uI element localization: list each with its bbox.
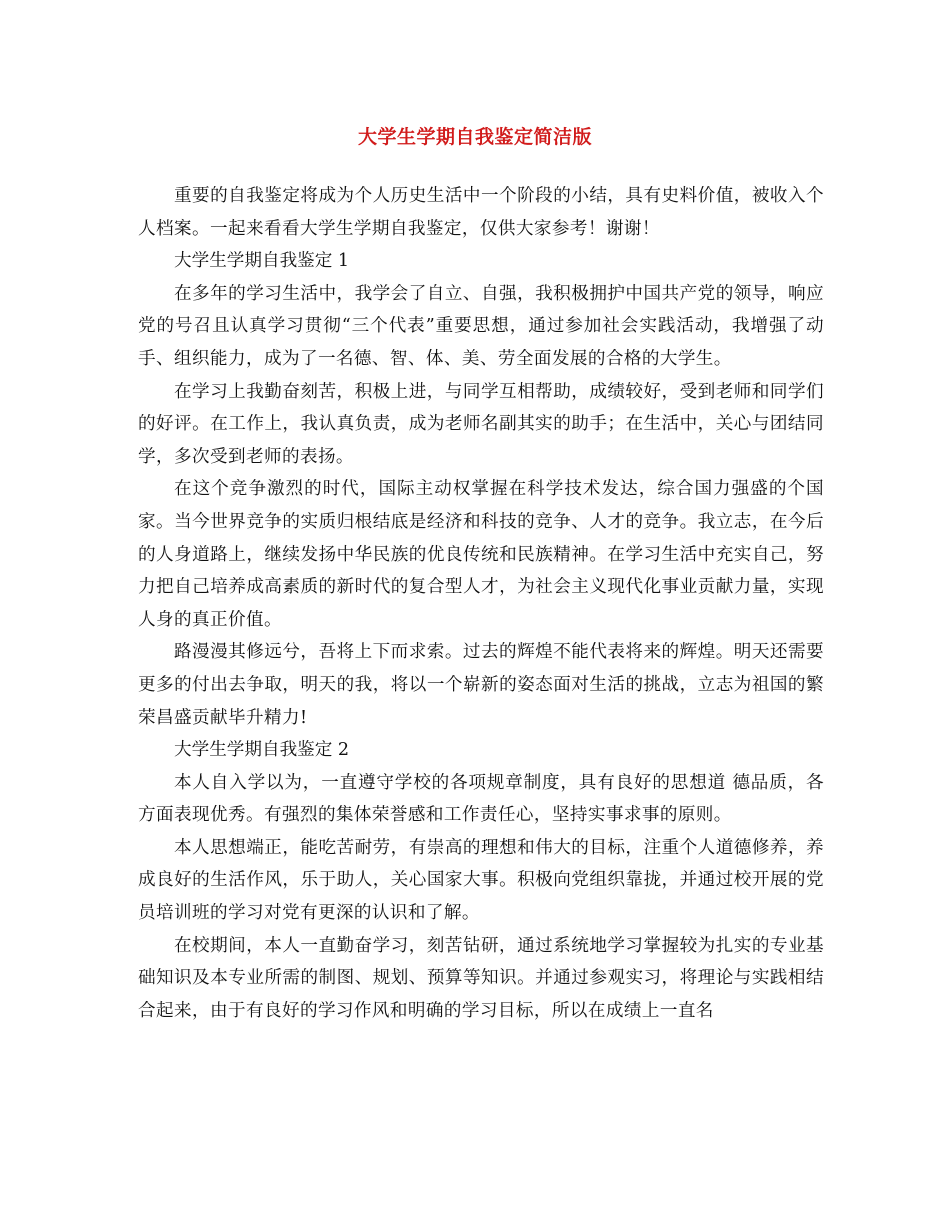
section-2-paragraph: 本人自入学以为，一直遵守学校的各项规章制度，具有良好的思想道 德品质，各方面表现优秀。有强烈的集体荣誉感和工作责任心，坚持实事求事的原则。: [138, 772, 824, 826]
section-1-paragraph: 在学习上我勤奋刻苦，积极上进，与同学互相帮助，成绩较好，受到老师和同学们的好评。在工作上，我认真负责，成为老师名副其实的助手；在生活中，关心与团结同学，多次受到老师的表扬。: [138, 381, 824, 467]
intro-paragraph: 重要的自我鉴定将成为个人历史生活中一个阶段的小结，具有史料价值，被收入个人档案。一起来看看大学生学期自我鉴定，仅供大家参考！谢谢！: [138, 186, 824, 239]
section-2-paragraph: 在校期间，本人一直勤奋学习，刻苦钻研，通过系统地学习掌握较为扎实的专业基础知识及本专业所需的制图、规划、预算等知识。并通过参观实习，将理论与实践相结合起来，由于有良好的学习作风和明确的学习目标，所以在成绩上一直名: [138, 935, 824, 1021]
section-1-paragraph: 在这个竞争激烈的时代，国际主动权掌握在科学技术发达，综合国力强盛的个国家。当今世界竞争的实质归根结底是经济和科技的竞争、人才的竞争。我立志，在今后的人身道路上，继续发扬中华民族的优良传统和民族精神。在学习生活中充实自己，努力把自己培养成高素质的新时代的复合型人才，为社会主义现代化事业贡献力量，实现人身的真正价值。: [138, 479, 824, 630]
section-2-heading: 大学生学期自我鉴定 2: [174, 740, 350, 761]
section-2-paragraph: 本人思想端正，能吃苦耐劳，有崇高的理想和伟大的目标，注重个人道德修养，养成良好的生活作风，乐于助人，关心国家大事。积极向党组织靠拢，并通过校开展的党员培训班的学习对党有更深的认识和了解。: [138, 837, 824, 924]
document-body: [138, 180, 824, 1027]
document-title: 大学生学期自我鉴定简洁版: [357, 126, 592, 148]
section-1-paragraph: 在多年的学习生活中，我学会了自立、自强，我积极拥护中国共产党的领导，响应党的号召且认真学习贯彻“三个代表”重要思想，通过参加社会实践活动，我增强了动手、组织能力，成为了一名德、智、体、美、劳全面发展的合格的大学生。: [138, 283, 824, 369]
section-1-paragraph: 路漫漫其修远兮，吾将上下而求索。过去的辉煌不能代表将来的辉煌。明天还需要更多的付出去争取，明天的我，将以一个崭新的姿态面对生活的挑战，立志为祖国的繁荣昌盛贡献毕升精力!: [138, 642, 824, 728]
section-1-heading: 大学生学期自我鉴定 1: [174, 251, 350, 272]
